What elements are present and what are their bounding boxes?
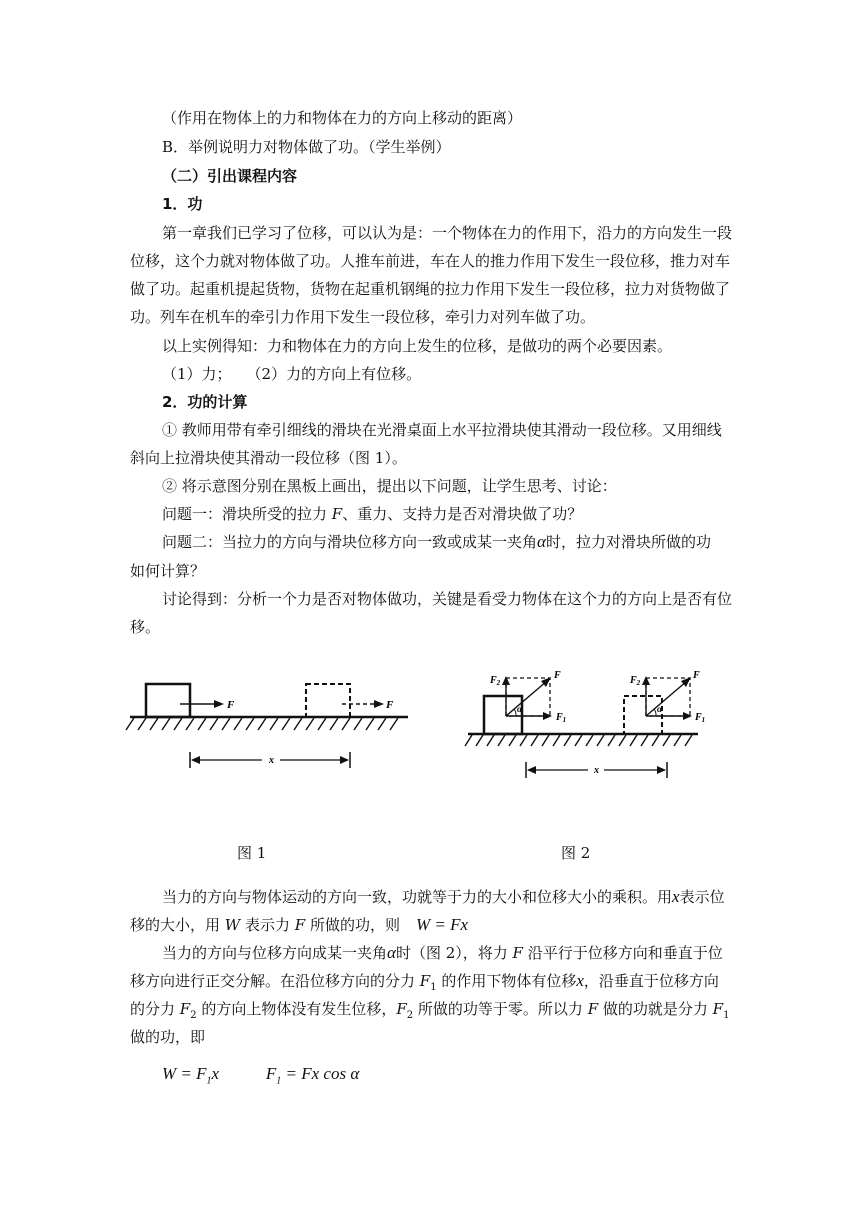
text-line: ② 将示意图分别在黑板上画出，提出以下问题，让学生思考、讨论：	[162, 477, 617, 495]
force-name: F	[695, 712, 702, 723]
variable: F	[396, 1000, 407, 1018]
text-line	[162, 887, 725, 907]
arrow-head	[191, 756, 200, 764]
subscript: 1	[206, 1075, 212, 1087]
variable: x	[672, 887, 680, 906]
text-span: 做的功就是分力	[598, 1000, 713, 1018]
text-span: 当力的方向与位移方向成某一夹角	[162, 944, 388, 962]
variable: F	[512, 944, 523, 962]
eq-part: F	[265, 1064, 277, 1083]
text-span: 问题一：滑块所受的拉力	[162, 505, 332, 523]
text-line: B．举例说明力对物体做了功。（学生举例）	[162, 138, 451, 156]
displacement-label: x	[594, 765, 599, 776]
force-name: F	[556, 712, 563, 723]
text-line	[162, 532, 711, 552]
variable: F	[331, 505, 343, 523]
force-label: F	[554, 670, 561, 681]
text-line: 第一章我们已学习了位移，可以认为是：一个物体在力的作用下，沿力的方向发生一段	[162, 224, 733, 242]
text-line: 以上实例得知：力和物体在力的方向上发生的位移，是做功的两个必要因素。	[162, 337, 673, 355]
subsection-heading: 1．功	[162, 195, 203, 213]
figure-caption: 图 1	[237, 844, 267, 862]
subscript: 1	[723, 1010, 730, 1021]
variable: W	[224, 916, 241, 934]
text-span: 表示位	[679, 888, 725, 906]
arrow-head	[642, 676, 650, 685]
subsection-heading: 2．功的计算	[162, 393, 248, 411]
text-span: ，沿垂直于位移方向	[583, 972, 719, 990]
force-arrow	[646, 681, 687, 716]
eq-part: x	[211, 1064, 220, 1083]
section-heading: （二）引出课程内容	[162, 167, 298, 185]
text-span: 沿平行于位移方向和垂直于位	[522, 944, 723, 962]
figure-caption: 图 2	[561, 844, 591, 862]
force-label	[694, 712, 705, 724]
force-label	[555, 712, 566, 724]
arrow-head	[340, 756, 349, 764]
force-subscript: 2	[636, 679, 641, 687]
text-line: 如何计算？	[130, 562, 206, 580]
text-line: 位移，这个力就对物体做了功。人推车前进，车在人的推力作用下发生一段位移，推力对车	[130, 252, 731, 270]
text-span: 、重力、支持力是否对滑块做了功？	[342, 505, 583, 523]
text-line: 做的功，即	[130, 1028, 206, 1046]
equation: W = Fx	[415, 915, 469, 934]
ground-hatch	[126, 718, 398, 730]
force-name: F	[630, 675, 637, 686]
text-span: 时，拉力对滑块所做的功	[545, 533, 711, 551]
variable: F	[419, 972, 431, 990]
text-span: 问题二：当拉力的方向与滑块位移方向一致或成某一夹角	[162, 533, 538, 551]
text-line: 移。	[130, 618, 161, 636]
text-span: 移的大小，用	[130, 916, 225, 934]
force-subscript: 2	[496, 679, 501, 687]
text-line: 斜向上拉滑块使其滑动一段位移（图 1）。	[130, 449, 407, 467]
text-span: 的作用下物体有位移	[436, 972, 577, 990]
force-label: F	[386, 699, 394, 711]
block-initial	[146, 684, 190, 717]
ground-hatch	[465, 735, 692, 746]
force-label: F	[227, 699, 235, 711]
variable: F	[179, 1000, 191, 1018]
text-line	[162, 943, 723, 963]
variable: α	[537, 532, 546, 551]
equation-component	[265, 1064, 360, 1087]
block-final-dashed	[306, 684, 350, 717]
angle-label: α	[517, 704, 522, 714]
arrow-head	[214, 700, 224, 708]
text-span: 当力的方向与物体运动的方向一致，功就等于力的大小和位移大小的乘积。用	[162, 888, 673, 906]
text-line	[130, 971, 719, 998]
force-subscript: 1	[562, 716, 567, 724]
force-label	[629, 675, 641, 687]
equation-line	[162, 1064, 359, 1091]
eq-part: W = F	[162, 1064, 207, 1083]
subscript: 1	[430, 982, 437, 993]
displacement-label: x	[269, 755, 274, 766]
text-line	[130, 999, 729, 1026]
angle-label: α	[657, 704, 662, 714]
text-span: 所做的功等于零。所以力	[413, 1000, 588, 1018]
text-line: （1）力； （2）力的方向上有位移。	[162, 365, 422, 383]
subscript: 1	[276, 1075, 282, 1087]
equation-work	[162, 1064, 220, 1087]
text-line: ① 教师用带有牵引细线的滑块在光滑桌面上水平拉滑块使其滑动一段位移。又用细线	[162, 421, 722, 439]
arrow-head	[527, 766, 536, 774]
angle-arc	[514, 709, 516, 716]
arrow-head	[543, 712, 552, 720]
text-span: 所做的功，则	[305, 916, 400, 934]
text-span: 的分力	[130, 1000, 180, 1018]
text-span: 表示力	[240, 916, 295, 934]
force-label	[489, 675, 501, 687]
text-span: 移方向进行正交分解。在沿位移方向的分力	[130, 972, 420, 990]
text-line: （作用在物体上的力和物体在力的方向上移动的距离）	[162, 109, 523, 127]
subscript: 2	[406, 1010, 414, 1021]
eq-part: = Fx cos α	[281, 1064, 360, 1083]
variable: F	[587, 1000, 599, 1018]
arrow-head	[502, 676, 510, 685]
text-line: 做了功。起重机提起货物，货物在起重机钢绳的拉力作用下发生一段位移，拉力对货物做了	[130, 280, 731, 298]
force-label: F	[693, 670, 700, 681]
variable: F	[294, 916, 306, 934]
force-name: F	[490, 675, 497, 686]
variable: x	[576, 971, 584, 990]
figure-1	[120, 660, 420, 780]
figure-2	[462, 662, 712, 782]
subscript: 2	[190, 1010, 197, 1021]
angle-arc	[654, 709, 656, 716]
text-span: 的方向上物体没有发生位移，	[196, 1000, 397, 1018]
text-line	[130, 915, 468, 935]
arrow-head	[683, 712, 692, 720]
variable: F	[712, 1000, 724, 1018]
text-line	[162, 504, 582, 524]
force-subscript: 1	[701, 716, 706, 724]
text-span: 时（图 2），将力	[395, 944, 513, 962]
arrow-head	[374, 700, 384, 708]
variable: α	[387, 943, 396, 962]
text-line: 功。列车在机车的牵引力作用下发生一段位移，牵引力对列车做了功。	[130, 308, 596, 326]
arrow-head	[657, 766, 666, 774]
text-line: 讨论得到：分析一个力是否对物体做功，关键是看受力物体在这个力的方向上是否有位	[162, 590, 733, 608]
force-arrow	[506, 681, 547, 716]
